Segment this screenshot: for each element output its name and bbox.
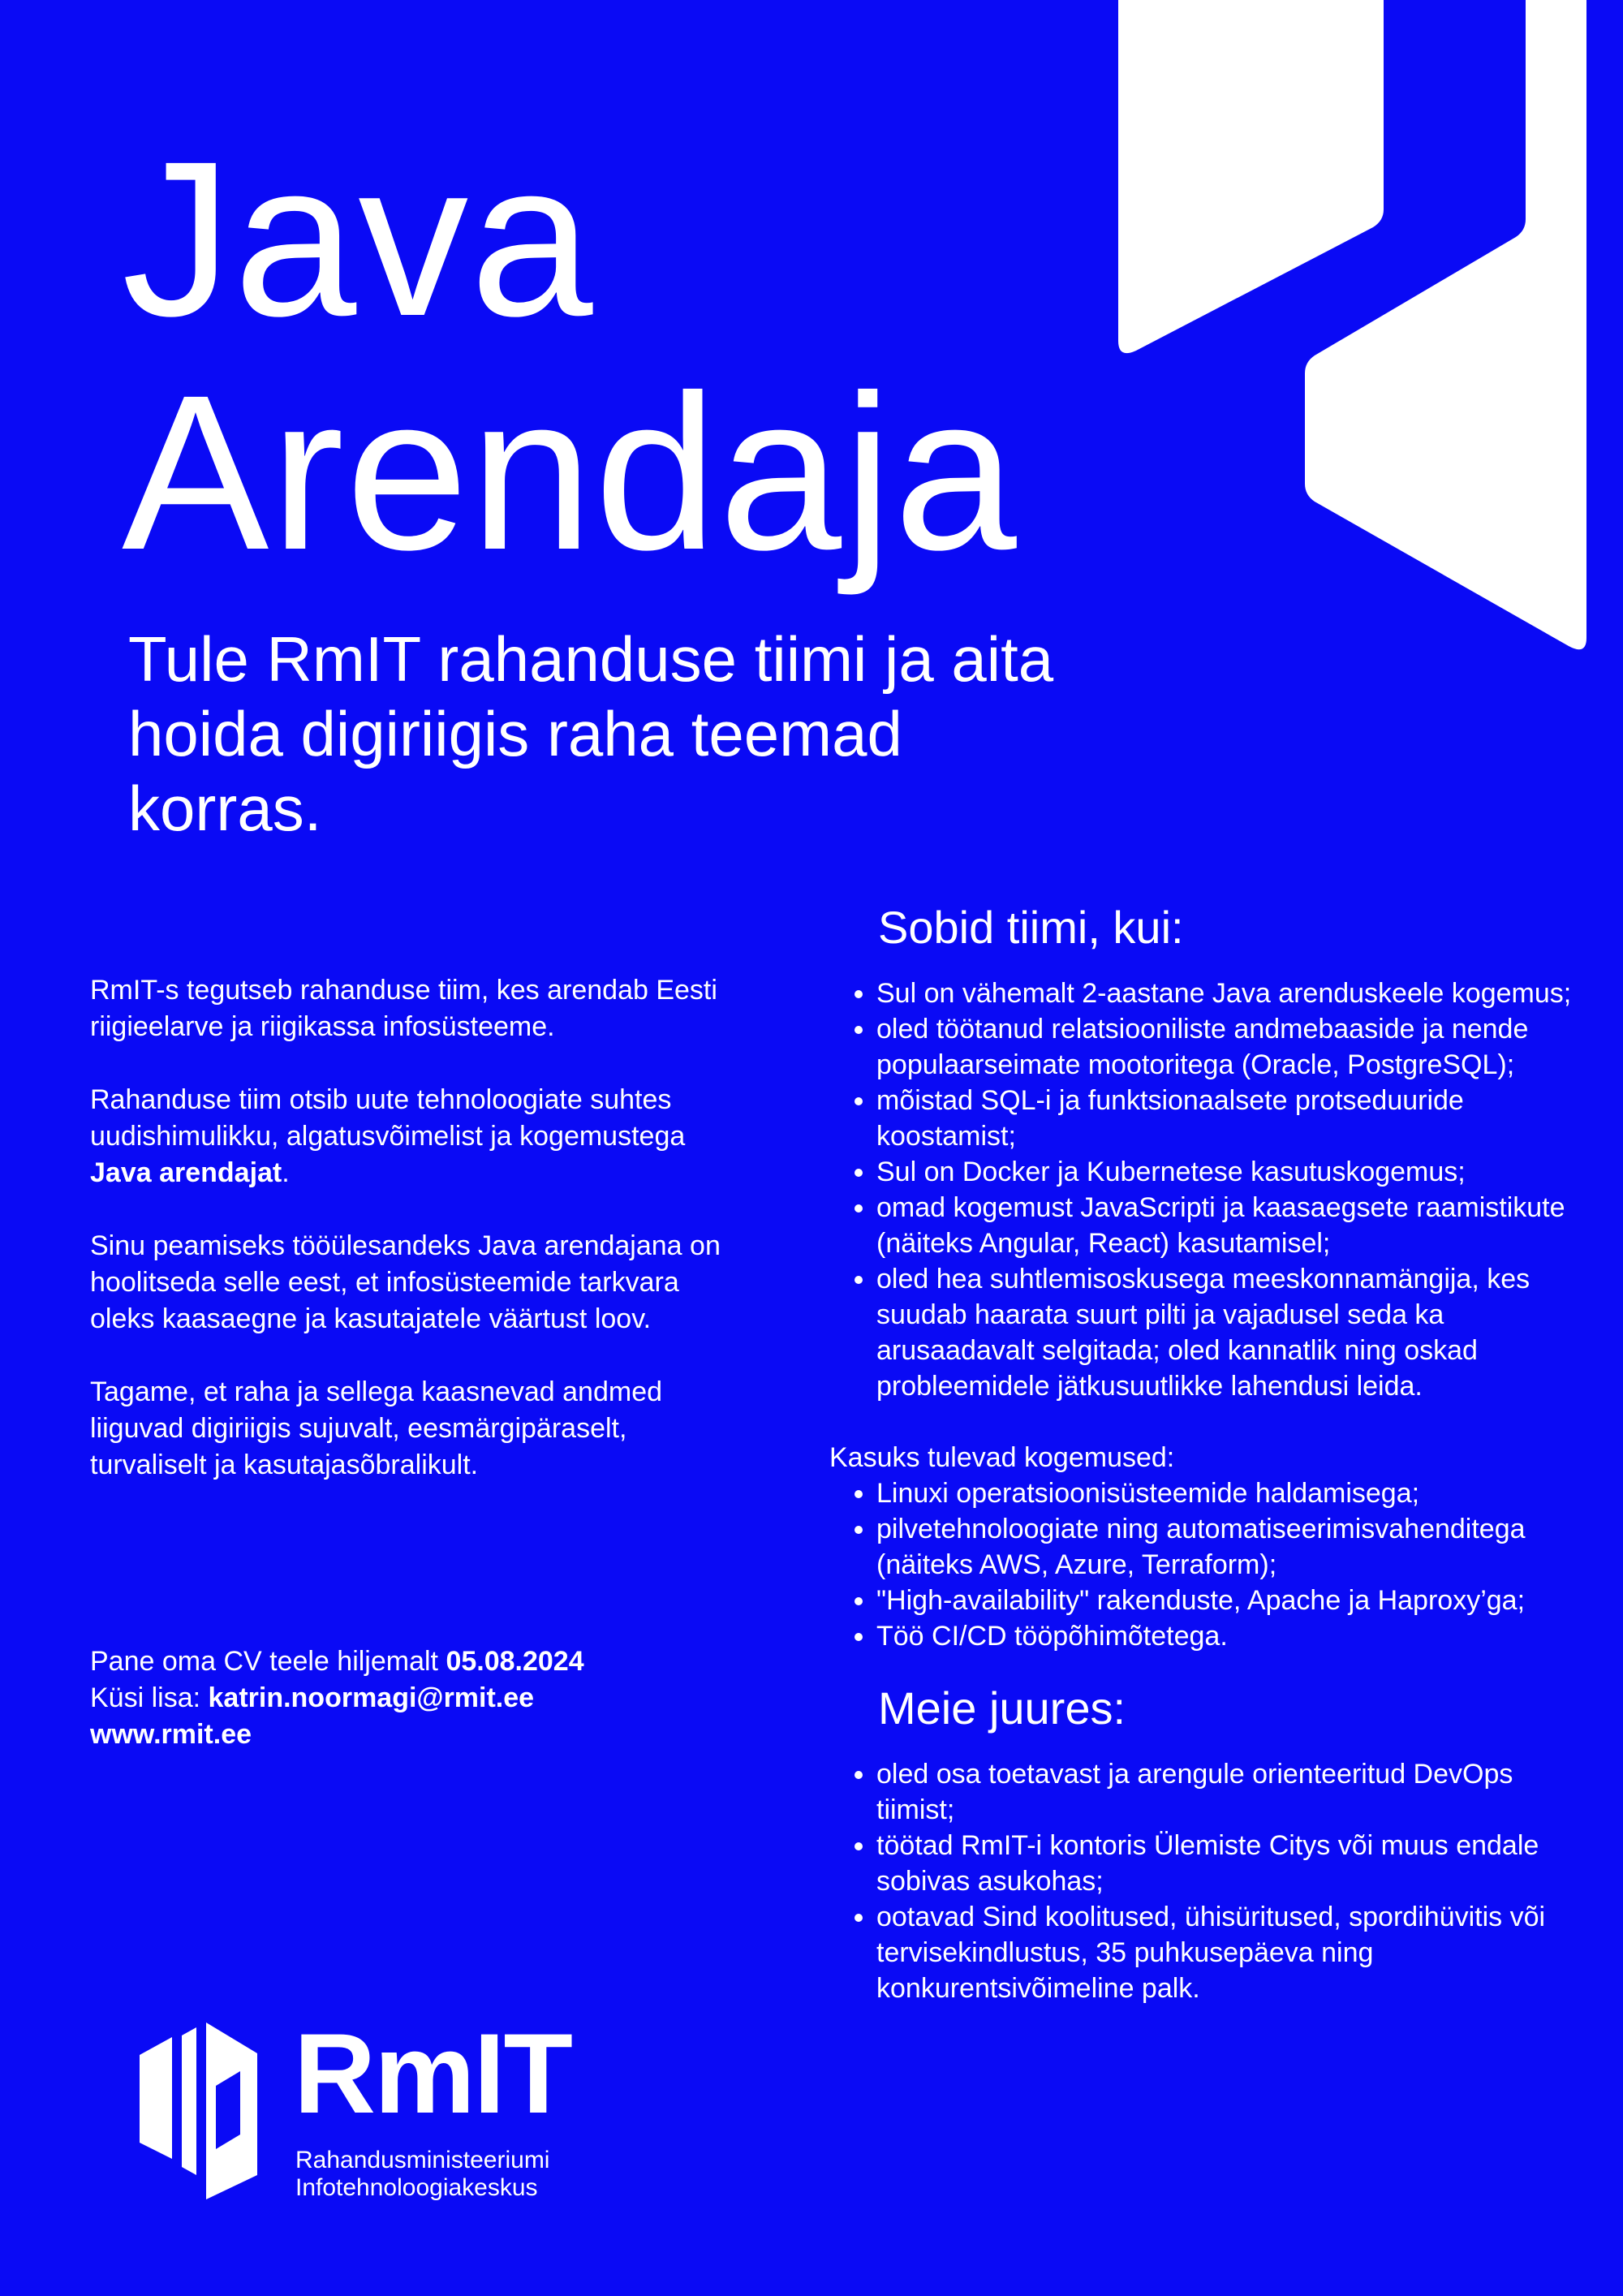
contact-email-line [90, 1680, 739, 1717]
rmit-logo [140, 2010, 626, 2208]
intro-paragraph-3: Sinu peamiseks tööülesandeks Java arendajana on hoolitseda selle eest, et infosüsteemide tarkvara oleks kaasaegne ja kasutajatele väärtust loov. [90, 1230, 721, 1334]
details-section [829, 901, 1592, 2006]
bonus-lead: Kasuks tulevad kogemused: [829, 1442, 1175, 1473]
intro-paragraph-2 [90, 1082, 739, 1191]
website-link[interactable]: www.rmit.ee [90, 1719, 252, 1750]
deco-shape-left [1118, 0, 1384, 353]
list-item: • pilvetehnoloogiate ning automatiseerimisvahenditega (näiteks AWS, Azure, Terraform); [876, 1511, 1592, 1583]
contact-email-link[interactable]: katrin.noormagi@rmit.ee [208, 1682, 535, 1713]
contact-section [90, 1643, 739, 1753]
list-item: • Töö CI/CD tööpõhimõtetega. [876, 1618, 1592, 1654]
offer-title: Meie juures: [878, 1682, 1126, 1734]
list-item: • oled hea suhtlemisoskusega meeskonnamängija, kes suudab haarata suurt pilti ja vajadusel seda ka arusaadavalt selgitada; oled kannatlik ning oskad probleemidele jätkusuutlikke lahendusi leida. [876, 1261, 1592, 1404]
logo-subtitle-line1: Rahandusministeeriumi [295, 2147, 550, 2173]
list-item: • oled töötanud relatsiooniliste andmebaaside ja nende populaarseimate mootoritega (Oracle, PostgreSQL); [876, 1011, 1592, 1083]
list-item: • Linuxi operatsioonisüsteemide haldamisega; [876, 1475, 1592, 1511]
job-title-line2: Arendaja [122, 349, 1018, 596]
bonus-list [829, 1475, 1592, 1654]
job-subtitle: Tule RmIT rahanduse tiimi ja aita hoida digiriigis raha teemad korras. [128, 623, 1054, 844]
ask-text: Küsi lisa: [90, 1682, 209, 1713]
job-title-line1: Java [122, 115, 595, 362]
list-item: • "High-availability" rakenduste, Apache ja Haproxy’ga; [876, 1583, 1592, 1618]
intro-section [90, 972, 739, 1520]
logo-subtitle-line2: Infotehnoloogiakeskus [295, 2174, 538, 2201]
cv-deadline-line [90, 1643, 739, 1680]
offer-list [829, 1756, 1592, 2006]
list-item: • Sul on vähemalt 2-aastane Java arenduskeele kogemus; [876, 976, 1592, 1011]
list-item: • Sul on Docker ja Kubernetese kasutuskogemus; [876, 1154, 1592, 1190]
logo-wordmark: RmIT [294, 2010, 571, 2137]
website-line [90, 1717, 739, 1753]
cv-deadline: 05.08.2024 [446, 1646, 584, 1677]
requirements-list [829, 976, 1592, 1404]
list-item: • oled osa toetavast ja arengule orienteeritud DevOps tiimist; [876, 1756, 1592, 1828]
list-item: • mõistad SQL-i ja funktsionaalsete protseduuride koostamist; [876, 1083, 1592, 1154]
intro-paragraph-1: RmIT-s tegutseb rahanduse tiim, kes arendab Eesti riigieelarve ja riigikassa infosüsteeme. [90, 975, 717, 1042]
intro-paragraph-4: Tagame, et raha ja sellega kaasnevad andmed liiguvad digiriigis sujuvalt, eesmärgipäraselt, turvaliselt ja kasutajasõbralikult. [90, 1376, 663, 1480]
logo-subtitle [295, 2147, 549, 2202]
intro-p2-text: Rahanduse tiim otsib uute tehnoloogiate suhtes uudishimulikku, algatusvõimelist ja kogemustega [90, 1084, 686, 1152]
intro-p2-highlight: Java arendajat [90, 1157, 282, 1188]
rmit-logo-icon [140, 2013, 261, 2199]
list-item: • töötad RmIT-i kontoris Ülemiste Citys või muus endale sobivas asukohas; [876, 1828, 1592, 1899]
cv-text: Pane oma CV teele hiljemalt [90, 1646, 446, 1677]
list-item: • ootavad Sind koolitused, ühisüritused, spordihüvitis või tervisekindlustus, 35 puhkusepäeva ning konkurentsivõimeline palk. [876, 1899, 1592, 2006]
intro-p2-end: . [282, 1157, 290, 1188]
decorative-shapes [1104, 0, 1623, 666]
requirements-title: Sobid tiimi, kui: [878, 902, 1184, 953]
job-title [122, 115, 1018, 596]
list-item: • omad kogemust JavaScripti ja kaasaegsete raamistikute (näiteks Angular, React) kasutamisel; [876, 1190, 1592, 1261]
